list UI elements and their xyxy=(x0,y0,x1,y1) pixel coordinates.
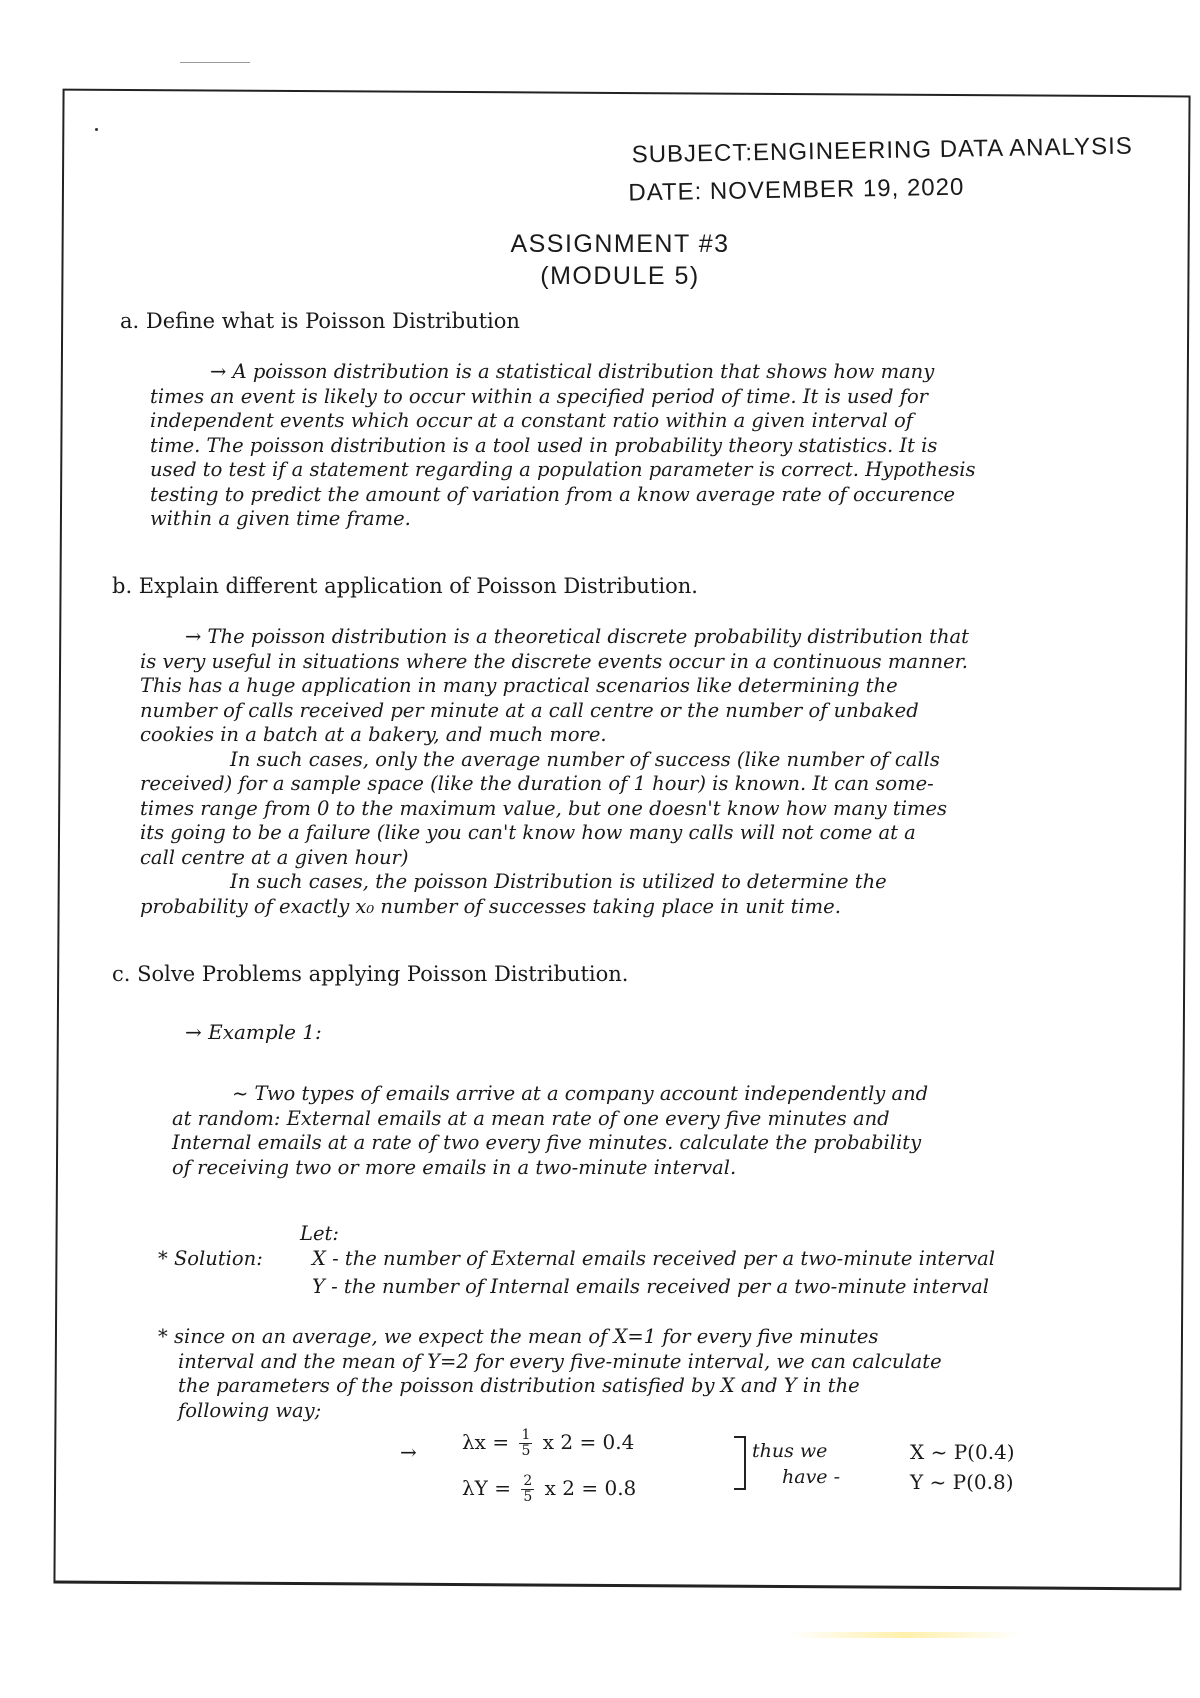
example-1-label: → Example 1: xyxy=(185,1020,322,1044)
lambda-y-symbol: λY = xyxy=(462,1476,511,1500)
document-header xyxy=(628,128,1133,213)
problem-line: at random: External emails at a mean rate of one every five minutes and xyxy=(172,1106,890,1130)
fraction-denominator: 5 xyxy=(523,1489,533,1505)
answer-b xyxy=(140,625,1170,919)
answer-b-line: times range from 0 to the maximum value, but one doesn't know how many times xyxy=(140,796,948,820)
lambda-y-formula xyxy=(462,1474,636,1505)
answer-b-line: cookies in a batch at a bakery, and much more. xyxy=(140,723,607,746)
solution-reasoning xyxy=(158,1325,1168,1423)
answer-a-line: used to test if a statement regarding a population parameter is correct. Hypothesis xyxy=(150,458,976,481)
reasoning-line: interval and the mean of Y=2 for every five-minute interval, we can calculate xyxy=(178,1349,942,1373)
problem-line: Internal emails at a rate of two every five minutes. calculate the probability xyxy=(172,1131,922,1154)
answer-b-line: call centre at a given hour) xyxy=(140,845,409,869)
lambda-x-result: x 2 = 0.4 xyxy=(542,1430,635,1454)
problem-line: ~ Two types of emails arrive at a company account independently and xyxy=(232,1082,929,1105)
answer-a-line: → A poisson distribution is a statistical distribution that shows how many xyxy=(210,360,935,383)
assignment-title xyxy=(0,228,1200,292)
answer-a-line: times an event is likely to occur within a specified period of time. It is used for xyxy=(150,384,929,408)
subject-line: SUBJECT:ENGINEERING DATA ANALYSIS xyxy=(631,132,1133,169)
date-line: DATE: NOVEMBER 19, 2020 xyxy=(628,173,965,207)
fraction-denominator: 5 xyxy=(521,1443,531,1459)
variable-y-definition: Y - the number of Internal emails received per a two-minute interval xyxy=(312,1275,990,1298)
answer-a-line: testing to predict the amount of variation from a know average rate of occurence xyxy=(150,482,956,506)
question-b-label: b. Explain different application of Poisson Distribution. xyxy=(112,574,698,598)
problem-line: of receiving two or more emails in a two-minute interval. xyxy=(172,1155,737,1179)
distribution-x: X ~ P(0.4) xyxy=(910,1440,1015,1464)
reasoning-line: following way; xyxy=(178,1398,322,1422)
highlight-smudge xyxy=(790,1632,1020,1638)
lambda-x-symbol: λx = xyxy=(462,1430,510,1454)
answer-b-line: In such cases, the poisson Distribution is utilized to determine the xyxy=(230,870,887,893)
right-bracket xyxy=(734,1436,746,1490)
title-line-1: ASSIGNMENT #3 xyxy=(510,230,730,258)
reasoning-line: the parameters of the poisson distribution satisfied by X and Y in the xyxy=(178,1374,860,1397)
title-line-2: (MODULE 5) xyxy=(540,262,700,290)
question-c-label: c. Solve Problems applying Poisson Distribution. xyxy=(112,962,629,986)
lambda-y-result: x 2 = 0.8 xyxy=(544,1476,637,1500)
distribution-y: Y ~ P(0.8) xyxy=(910,1470,1014,1494)
answer-b-line: probability of exactly x₀ number of successes taking place in unit time. xyxy=(140,894,841,918)
arrow-glyph: → xyxy=(400,1440,417,1464)
answer-a-line: within a given time frame. xyxy=(150,507,411,530)
fraction-numerator: 1 xyxy=(521,1427,531,1443)
answer-a-line: time. The poisson distribution is a tool used in probability theory statistics. It is xyxy=(150,433,938,457)
fraction-two-fifths xyxy=(521,1474,534,1505)
fraction-numerator: 2 xyxy=(523,1473,533,1489)
answer-b-line: received) for a sample space (like the duration of 1 hour) is known. It can some- xyxy=(140,772,934,795)
reasoning-line: * since on an average, we expect the mean of X=1 for every five minutes xyxy=(158,1325,879,1348)
let-label: Let: xyxy=(300,1222,339,1245)
answer-b-line: is very useful in situations where the discrete events occur in a continuous manner. xyxy=(140,649,968,673)
lambda-x-formula xyxy=(462,1428,634,1459)
answer-b-line: This has a huge application in many practical scenarios like determining the xyxy=(140,674,898,697)
solution-label: * Solution: xyxy=(158,1247,263,1270)
answer-b-line: In such cases, only the average number of success (like number of calls xyxy=(230,747,940,771)
answer-b-line: number of calls received per minute at a call centre or the number of unbaked xyxy=(140,698,919,722)
stray-pen-mark xyxy=(180,62,250,63)
question-a-label: a. Define what is Poisson Distribution xyxy=(120,309,520,333)
example-1-problem xyxy=(172,1082,1162,1180)
answer-b-line: its going to be a failure (like you can't know how many calls will not come at a xyxy=(140,821,916,844)
answer-b-line: → The poisson distribution is a theoretical discrete probability distribution that xyxy=(185,625,969,648)
answer-a-line: independent events which occur at a constant ratio within a given interval of xyxy=(150,409,913,432)
have-text: have - xyxy=(782,1466,841,1488)
thus-we-text: thus we xyxy=(752,1440,828,1462)
answer-a xyxy=(150,360,1160,532)
variable-x-definition: X - the number of External emails received per a two-minute interval xyxy=(312,1247,996,1270)
fraction-one-fifth xyxy=(519,1428,532,1459)
